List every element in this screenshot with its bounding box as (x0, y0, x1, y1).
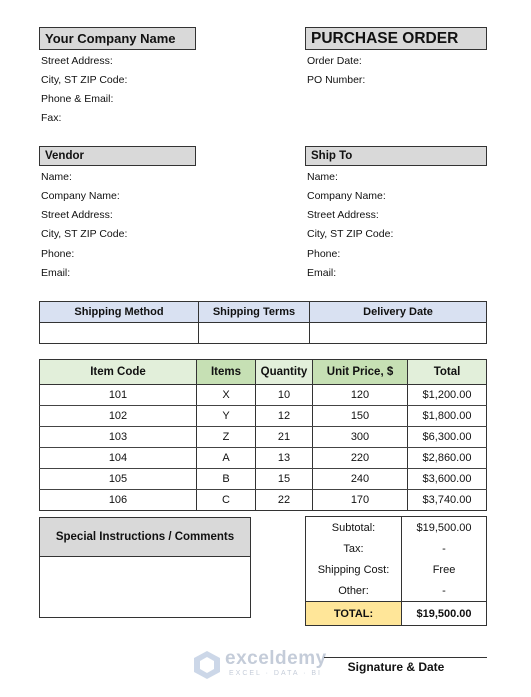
tax-value: - (402, 538, 487, 559)
other-value: - (402, 580, 487, 602)
company-fax-label: Fax: (41, 112, 62, 124)
delivery-date-header: Delivery Date (310, 302, 487, 323)
quantity-cell: 15 (256, 469, 313, 490)
table-row (40, 427, 487, 448)
item-name-cell: C (197, 490, 256, 511)
shipping-cost-value: Free (402, 559, 487, 580)
subtotal-label: Subtotal: (306, 517, 402, 539)
vendor-phone-label: Phone: (41, 248, 75, 260)
purchase-order-header (305, 27, 487, 50)
item-name-cell: Z (197, 427, 256, 448)
table-row (40, 490, 487, 511)
unit-price-cell: 240 (313, 469, 408, 490)
shipping-terms-header: Shipping Terms (199, 302, 310, 323)
vendor-name-label: Name: (41, 171, 72, 183)
total-cell: $2,860.00 (408, 448, 487, 469)
table-row (40, 406, 487, 427)
ship-to-header (305, 146, 487, 166)
shipping-cost-label: Shipping Cost: (306, 559, 402, 580)
company-street-label: Street Address: (41, 55, 113, 67)
delivery-date-cell[interactable] (310, 323, 487, 344)
tax-label: Tax: (306, 538, 402, 559)
special-instructions-box (39, 517, 251, 618)
unit-price-cell: 170 (313, 490, 408, 511)
special-instructions-field[interactable] (40, 557, 250, 618)
total-cell: $1,800.00 (408, 406, 487, 427)
total-header: Total (408, 360, 487, 385)
item-name-cell: A (197, 448, 256, 469)
ship-to-email-label: Email: (307, 267, 337, 279)
quantity-cell: 22 (256, 490, 313, 511)
shipping-terms-cell[interactable] (199, 323, 310, 344)
special-instructions-title: Special Instructions / Comments (55, 531, 235, 543)
table-row (40, 385, 487, 406)
company-city-label: City, ST ZIP Code: (41, 74, 128, 86)
vendor-header (39, 146, 196, 166)
total-cell: $3,600.00 (408, 469, 487, 490)
item-name-cell: B (197, 469, 256, 490)
shipping-table (39, 301, 487, 344)
ship-to-city-label: City, ST ZIP Code: (307, 228, 394, 240)
item-code-cell: 104 (40, 448, 197, 469)
total-cell: $3,740.00 (408, 490, 487, 511)
item-code-header: Item Code (40, 360, 197, 385)
exceldemy-logo-icon (193, 650, 221, 680)
vendor-title: Vendor (45, 150, 84, 162)
unit-price-header: Unit Price, $ (313, 360, 408, 385)
ship-to-name-label: Name: (307, 171, 338, 183)
ship-to-title: Ship To (311, 150, 353, 162)
purchase-order-title: PURCHASE ORDER (311, 29, 459, 47)
vendor-email-label: Email: (41, 267, 71, 279)
vendor-company-label: Company Name: (41, 190, 120, 202)
po-number-label: PO Number: (307, 74, 366, 86)
total-cell: $1,200.00 (408, 385, 487, 406)
signature-line (324, 657, 487, 658)
watermark-brand: exceldemy (225, 648, 327, 669)
quantity-cell: 12 (256, 406, 313, 427)
item-name-cell: Y (197, 406, 256, 427)
subtotal-value: $19,500.00 (402, 517, 487, 539)
ship-to-company-label: Company Name: (307, 190, 386, 202)
total-cell: $6,300.00 (408, 427, 487, 448)
unit-price-cell: 220 (313, 448, 408, 469)
ship-to-street-label: Street Address: (307, 209, 379, 221)
shipping-method-header: Shipping Method (40, 302, 199, 323)
signature-date-label: Signature & Date (347, 660, 445, 674)
company-name-header (39, 27, 196, 50)
item-code-cell: 103 (40, 427, 197, 448)
quantity-cell: 21 (256, 427, 313, 448)
item-code-cell: 101 (40, 385, 197, 406)
item-code-cell: 106 (40, 490, 197, 511)
total-label: TOTAL: (306, 602, 402, 626)
item-code-cell: 102 (40, 406, 197, 427)
vendor-street-label: Street Address: (41, 209, 113, 221)
unit-price-cell: 120 (313, 385, 408, 406)
other-label: Other: (306, 580, 402, 602)
item-code-cell: 105 (40, 469, 197, 490)
unit-price-cell: 150 (313, 406, 408, 427)
company-name-title: Your Company Name (45, 31, 176, 46)
items-header: Items (197, 360, 256, 385)
unit-price-cell: 300 (313, 427, 408, 448)
total-value: $19,500.00 (402, 602, 487, 626)
items-table (39, 359, 487, 511)
table-row (40, 469, 487, 490)
quantity-cell: 10 (256, 385, 313, 406)
special-instructions-header (40, 518, 250, 557)
summary-table (305, 516, 487, 626)
shipping-method-cell[interactable] (40, 323, 199, 344)
quantity-cell: 13 (256, 448, 313, 469)
order-date-label: Order Date: (307, 55, 362, 67)
ship-to-phone-label: Phone: (307, 248, 341, 260)
watermark-tagline: EXCEL · DATA · BI (229, 670, 322, 677)
quantity-header: Quantity (256, 360, 313, 385)
table-row (40, 448, 487, 469)
company-phone-email-label: Phone & Email: (41, 93, 114, 105)
vendor-city-label: City, ST ZIP Code: (41, 228, 128, 240)
item-name-cell: X (197, 385, 256, 406)
exceldemy-watermark (193, 648, 343, 682)
